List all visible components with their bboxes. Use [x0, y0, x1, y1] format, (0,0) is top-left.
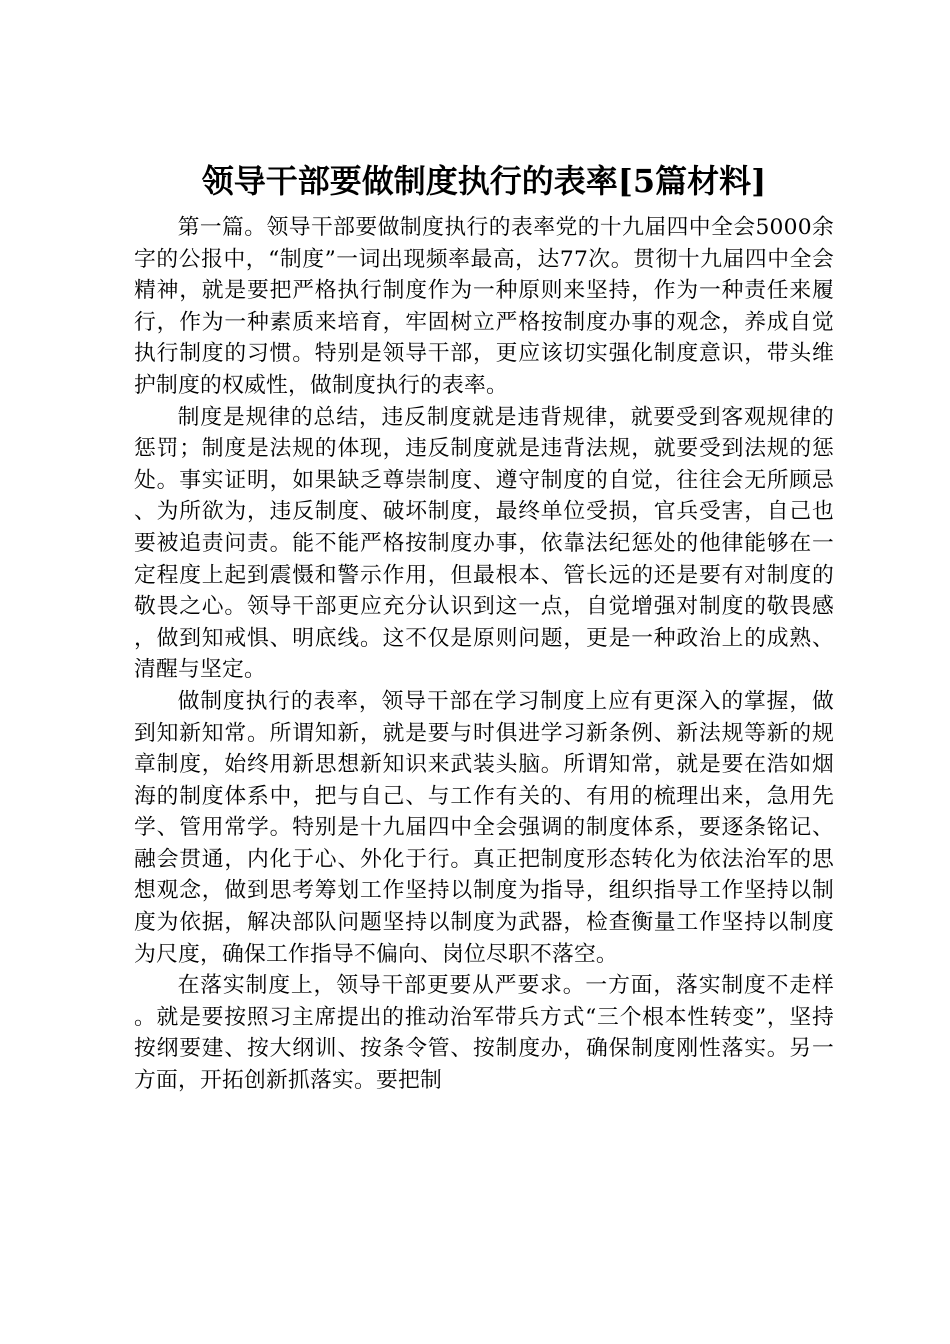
- paragraph: 制度是规律的总结，违反制度就是违背规律，就要受到客观规律的惩罚；制度是法规的体现，违反制度就是违背法规，就要受到法规的惩处。事实证明，如果缺乏尊崇制度、遵守制度的自觉，往往会无所顾忌、为所欲为，违反制度、破坏制度，最终单位受损，官兵受害，自己也要被追责问责。能不能严格按制度办事，依靠法纪惩处的他律能够在一定程度上起到震慑和警示作用，但最根本、管长远的还是要有对制度的敬畏之心。领导干部更应充分认识到这一点，自觉增强对制度的敬畏感，做到知戒惧、明底线。这不仅是原则问题，更是一种政治上的成熟、清醒与坚定。: [134, 404, 834, 683]
- document-title: 领导干部要做制度执行的表率[5篇材料]: [201, 162, 767, 200]
- paragraph: 做制度执行的表率，领导干部在学习制度上应有更深入的掌握，做到知新知常。所谓知新，就是要与时俱进学习新条例、新法规等新的规章制度，始终用新思想新知识来武装头脑。所谓知常，就是要在浩如烟海的制度体系中，把与自己、与工作有关的、有用的梳理出来，急用先学、管用常学。特别是十九届四中全会强调的制度体系，要逐条铭记、融会贯通，内化于心、外化于行。真正把制度形态转化为依法治军的思想观念，做到思考筹划工作坚持以制度为指导，组织指导工作坚持以制度为依据，解决部队问题坚持以制度为武器，检查衡量工作坚持以制度为尺度，确保工作指导不偏向、岗位尽职不落空。: [134, 688, 834, 967]
- paragraph: 第一篇。领导干部要做制度执行的表率党的十九届四中全会5000余字的公报中，“制度”一词出现频率最高，达77次。贯彻十九届四中全会精神，就是要把严格执行制度作为一种原则来坚持，作为一种责任来履行，作为一种素质来培育，牢固树立严格按制度办事的观念，养成自觉执行制度的习惯。特别是领导干部，更应该切实强化制度意识，带头维护制度的权威性，做制度执行的表率。: [134, 215, 834, 398]
- document-body: [134, 212, 834, 1097]
- paragraph: 在落实制度上，领导干部更要从严要求。一方面，落实制度不走样。就是要按照习主席提出的推动治军带兵方式“三个根本性转变”，坚持按纲要建、按大纲训、按条令管、按制度办，确保制度刚性落实。另一方面，开拓创新抓落实。要把制: [134, 973, 834, 1094]
- document-content: [134, 160, 834, 1097]
